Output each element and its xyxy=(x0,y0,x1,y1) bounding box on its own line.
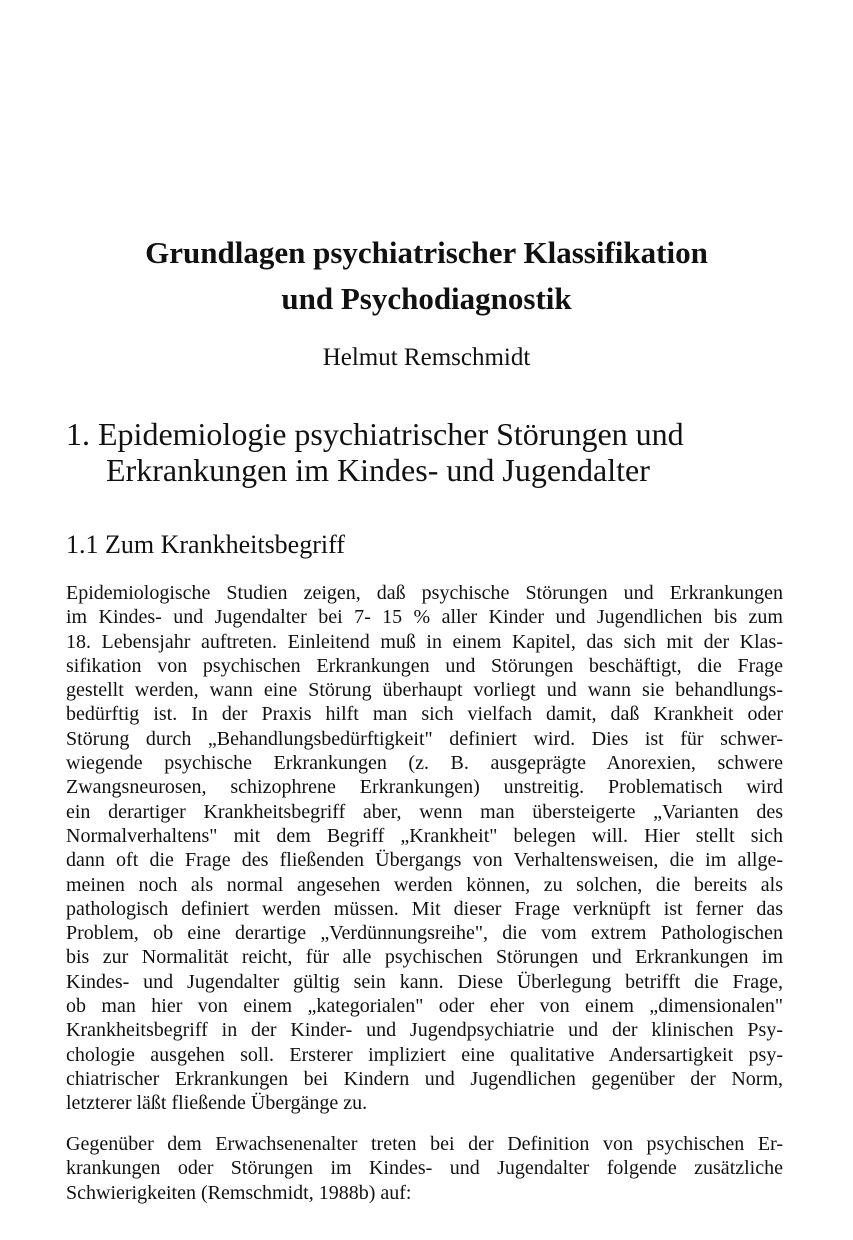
body-paragraph-1 xyxy=(66,581,783,1116)
paragraph-line: chiatrischer Erkrankungen bei Kindern und Jugendlichen gegenüber der Norm, xyxy=(66,1067,783,1090)
paragraph-line: Normalverhaltens" mit dem Begriff „Krankheit" belegen will. Hier stellt sich xyxy=(66,824,783,847)
section-heading: 1.1 Zum Krankheitsbegriff xyxy=(66,530,345,559)
paragraph-line: Problem, ob eine derartige „Verdünnungsreihe", die vom extrem Pathologischen xyxy=(66,922,783,945)
chapter-heading xyxy=(66,416,786,488)
paragraph-line: im Kindes- und Jugendalter bei 7- 15 % aller Kinder und Jugendlichen bis zum xyxy=(66,606,783,629)
paragraph-line: krankungen oder Störungen im Kindes- und Jugendalter folgende zusätzliche xyxy=(66,1157,783,1180)
paragraph-line: chologie ausgehen soll. Ersterer impliziert eine qualitative Andersartigkeit psy- xyxy=(66,1043,783,1066)
paragraph-line: gestellt werden, wann eine Störung überhaupt vorliegt und wann sie behandlungs- xyxy=(66,679,783,702)
chapter-heading-line-1: 1. Epidemiologie psychiatrischer Störungen und xyxy=(66,416,684,452)
paragraph-line: Epidemiologische Studien zeigen, daß psychische Störungen und Erkrankungen xyxy=(66,582,783,604)
paragraph-line: sifikation von psychischen Erkrankungen und Störungen beschäftigt, die Frage xyxy=(66,654,783,677)
paragraph-line: ein derartiger Krankheitsbegriff aber, wenn man übersteigerte „Varianten des xyxy=(66,800,783,823)
paragraph-line: ob man hier von einem „kategorialen" oder eher von einem „dimensionalen" xyxy=(66,995,783,1018)
document-title xyxy=(0,230,853,322)
paragraph-line: bis zur Normalität reicht, für alle psychischen Störungen und Erkrankungen im xyxy=(66,946,783,969)
paragraph-line: meinen noch als normal angesehen werden können, zu solchen, die bereits als xyxy=(66,873,783,896)
paragraph-line: Störung durch „Behandlungsbedürftigkeit" definiert wird. Dies ist für schwer- xyxy=(66,727,783,750)
paragraph-line: Gegenüber dem Erwachsenenalter treten bei der Definition von psychischen Er- xyxy=(66,1133,783,1155)
title-line-2: und Psychodiagnostik xyxy=(281,281,572,316)
paragraph-line: Krankheitsbegriff in der Kinder- und Jugendpsychiatrie und der klinischen Psy- xyxy=(66,1019,783,1042)
paragraph-line: Schwierigkeiten (Remschmidt, 1988b) auf: xyxy=(66,1181,412,1204)
paragraph-line: Zwangsneurosen, schizophrene Erkrankungen) unstreitig. Problematisch wird xyxy=(66,776,783,799)
paragraph-line: dann oft die Frage des fließenden Übergangs von Verhaltensweisen, die im allge- xyxy=(66,849,783,872)
paragraph-line: wiegende psychische Erkrankungen (z. B. ausgeprägte Anorexien, schwere xyxy=(66,752,783,775)
paragraph-line: Kindes- und Jugendalter gültig sein kann. Diese Überlegung betrifft die Frage, xyxy=(66,970,783,993)
title-line-1: Grundlagen psychiatrischer Klassifikation xyxy=(145,235,708,270)
body-paragraph-2 xyxy=(66,1132,783,1205)
paragraph-line: pathologisch definiert werden müssen. Mit dieser Frage verknüpft ist ferner das xyxy=(66,897,783,920)
paragraph-line: letzterer läßt fließende Übergänge zu. xyxy=(66,1092,368,1115)
paragraph-line: 18. Lebensjahr auftreten. Einleitend muß in einem Kapitel, das sich mit der Klas- xyxy=(66,630,783,653)
paragraph-line: bedürftig ist. In der Praxis hilft man sich vielfach damit, daß Krankheit oder xyxy=(66,703,783,726)
chapter-heading-line-2: Erkrankungen im Kindes- und Jugendalter xyxy=(106,452,650,488)
author-name: Helmut Remschmidt xyxy=(322,344,531,371)
